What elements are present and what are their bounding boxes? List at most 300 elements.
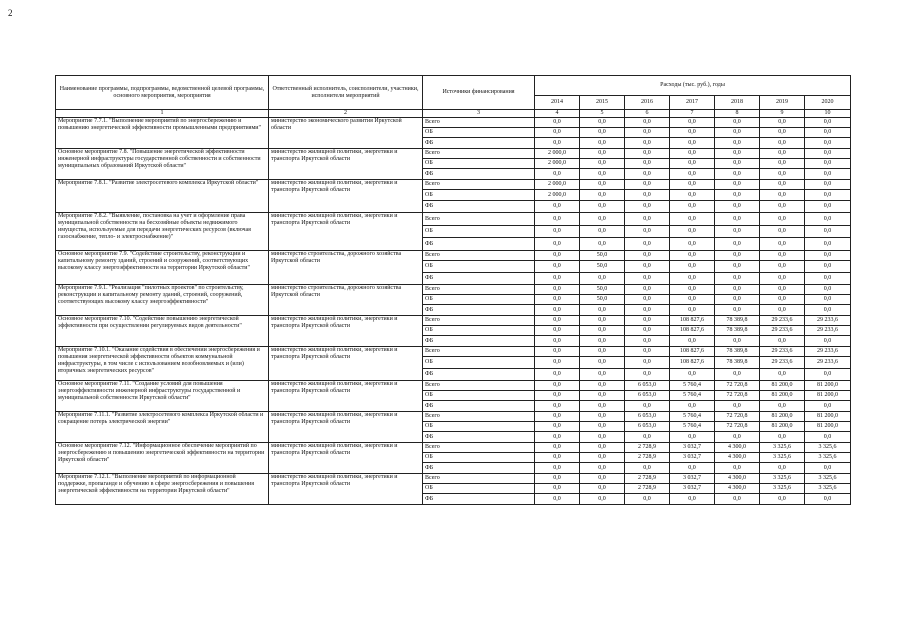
amount-cell: 50,0 — [580, 285, 625, 295]
amount-cell: 81 200,0 — [760, 391, 805, 401]
amount-cell: 0,0 — [535, 474, 580, 484]
amount-cell: 0,0 — [760, 180, 805, 190]
year-header: 2018 — [715, 96, 760, 110]
amount-cell: 0,0 — [625, 169, 670, 180]
amount-cell: 0,0 — [805, 149, 851, 159]
amount-cell: 81 200,0 — [805, 381, 851, 391]
column-number: 4 — [535, 110, 580, 118]
executor-cell: министерство жилищной политики, энергетики и транспорта Иркутской области — [269, 213, 423, 251]
program-name-cell: Мероприятие 7.9.1. "Реализация "пилотных проектов" по строительству, реконструкции и капитальному ремонту зданий, строений, сооружений, соответствующих высокому классу энергоэффективности" — [56, 285, 269, 316]
amount-cell: 0,0 — [580, 316, 625, 326]
program-name-cell: Мероприятие 7.7.1. "Выполнение мероприятий по энергосбережению и повышению энергетической эффективности промышленными предприятиями" — [56, 118, 269, 149]
amount-cell: 0,0 — [760, 190, 805, 201]
amount-cell: 0,0 — [760, 238, 805, 251]
header-name-cell: Наименование программы, подпрограммы, ведомственной целевой программы, основного мероприятия, мероприятия — [56, 76, 269, 110]
amount-cell: 0,0 — [625, 326, 670, 336]
program-name-cell: Мероприятие 7.12.1. "Выполнение мероприятий по информационной поддержке, пропаганде и обучению в сфере энергосбережения и повышения энергетической эффективности на территории Иркутской области" — [56, 474, 269, 505]
amount-cell: 0,0 — [670, 128, 715, 138]
source-cell: ФБ — [423, 401, 535, 412]
amount-cell: 0,0 — [625, 149, 670, 159]
amount-cell: 0,0 — [670, 305, 715, 316]
amount-cell: 0,0 — [715, 261, 760, 273]
amount-cell: 0,0 — [670, 190, 715, 201]
amount-cell: 0,0 — [535, 261, 580, 273]
column-number: 7 — [670, 110, 715, 118]
source-cell: ОБ — [423, 159, 535, 169]
amount-cell: 0,0 — [625, 285, 670, 295]
source-cell: Всего — [423, 118, 535, 128]
source-cell: ОБ — [423, 391, 535, 401]
amount-cell: 0,0 — [625, 369, 670, 381]
amount-cell: 0,0 — [580, 369, 625, 381]
amount-cell: 0,0 — [580, 474, 625, 484]
amount-cell: 0,0 — [805, 432, 851, 443]
amount-cell: 3 325,6 — [760, 474, 805, 484]
column-number: 9 — [760, 110, 805, 118]
source-cell: Всего — [423, 443, 535, 453]
amount-cell: 4 300,0 — [715, 484, 760, 494]
executor-cell: министерство жилищной политики, энергетики и транспорта Иркутской области — [269, 347, 423, 381]
amount-cell: 4 300,0 — [715, 443, 760, 453]
amount-cell: 0,0 — [580, 336, 625, 347]
amount-cell: 81 200,0 — [760, 381, 805, 391]
table-body — [56, 76, 851, 505]
source-cell: ФБ — [423, 138, 535, 149]
amount-cell: 0,0 — [715, 369, 760, 381]
table-row — [56, 412, 851, 422]
amount-cell: 0,0 — [805, 463, 851, 474]
table-row — [56, 251, 851, 261]
amount-cell: 0,0 — [625, 401, 670, 412]
amount-cell: 0,0 — [760, 149, 805, 159]
amount-cell: 0,0 — [535, 138, 580, 149]
amount-cell: 108 827,6 — [670, 347, 715, 357]
source-cell: ОБ — [423, 484, 535, 494]
amount-cell: 0,0 — [580, 128, 625, 138]
amount-cell: 2 000,0 — [535, 149, 580, 159]
amount-cell: 0,0 — [715, 432, 760, 443]
amount-cell: 0,0 — [625, 180, 670, 190]
amount-cell: 0,0 — [760, 305, 805, 316]
amount-cell: 0,0 — [625, 463, 670, 474]
amount-cell: 0,0 — [715, 251, 760, 261]
amount-cell: 0,0 — [535, 401, 580, 412]
amount-cell: 3 032,7 — [670, 453, 715, 463]
amount-cell: 6 053,0 — [625, 381, 670, 391]
amount-cell: 4 300,0 — [715, 453, 760, 463]
amount-cell: 0,0 — [670, 118, 715, 128]
amount-cell: 0,0 — [535, 118, 580, 128]
amount-cell: 2 728,9 — [625, 474, 670, 484]
source-cell: ФБ — [423, 238, 535, 251]
table-row — [56, 118, 851, 128]
amount-cell: 0,0 — [715, 336, 760, 347]
amount-cell: 0,0 — [670, 159, 715, 169]
source-cell: Всего — [423, 285, 535, 295]
executor-cell: министерство жилищной политики, энергетики и транспорта Иркутской области — [269, 412, 423, 443]
amount-cell: 29 233,6 — [760, 326, 805, 336]
amount-cell: 0,0 — [535, 169, 580, 180]
amount-cell: 72 720,8 — [715, 391, 760, 401]
amount-cell: 0,0 — [625, 305, 670, 316]
amount-cell: 0,0 — [805, 169, 851, 180]
amount-cell: 0,0 — [580, 484, 625, 494]
amount-cell: 0,0 — [625, 494, 670, 505]
amount-cell: 108 827,6 — [670, 326, 715, 336]
amount-cell: 0,0 — [805, 285, 851, 295]
program-name-cell: Основное мероприятие 7.8. "Повышение энергетической эффективности инженерной инфраструктуры государственной собственности и собственности муниципальных образований Иркутской области" — [56, 149, 269, 180]
amount-cell: 78 389,8 — [715, 347, 760, 357]
amount-cell: 0,0 — [580, 381, 625, 391]
amount-cell: 0,0 — [760, 273, 805, 285]
amount-cell: 0,0 — [580, 159, 625, 169]
amount-cell: 50,0 — [580, 251, 625, 261]
amount-cell: 0,0 — [670, 261, 715, 273]
amount-cell: 0,0 — [715, 285, 760, 295]
amount-cell: 0,0 — [670, 238, 715, 251]
source-cell: Всего — [423, 213, 535, 226]
amount-cell: 0,0 — [670, 169, 715, 180]
source-cell: Всего — [423, 149, 535, 159]
amount-cell: 0,0 — [625, 226, 670, 238]
program-name-cell: Мероприятие 7.10.1. "Оказание содействия в обеспечении энергосбережения и повышения энергетической эффективности объектов коммунальной инфраструктуры, в том числе с использованием возобновляемых и (или) вторичных энергетических ресурсов" — [56, 347, 269, 381]
column-number: 2 — [269, 110, 423, 118]
amount-cell: 6 053,0 — [625, 391, 670, 401]
column-number: 8 — [715, 110, 760, 118]
amount-cell: 2 728,9 — [625, 484, 670, 494]
amount-cell: 0,0 — [715, 401, 760, 412]
amount-cell: 78 389,8 — [715, 357, 760, 369]
amount-cell: 0,0 — [625, 261, 670, 273]
amount-cell: 0,0 — [715, 169, 760, 180]
amount-cell: 108 827,6 — [670, 357, 715, 369]
amount-cell: 108 827,6 — [670, 316, 715, 326]
amount-cell: 0,0 — [715, 201, 760, 213]
amount-cell: 0,0 — [535, 453, 580, 463]
amount-cell: 0,0 — [625, 347, 670, 357]
table-row — [56, 316, 851, 326]
amount-cell: 0,0 — [580, 180, 625, 190]
table-row — [56, 285, 851, 295]
amount-cell: 81 200,0 — [805, 391, 851, 401]
amount-cell: 3 032,7 — [670, 474, 715, 484]
source-cell: ОБ — [423, 128, 535, 138]
amount-cell: 2 728,9 — [625, 453, 670, 463]
amount-cell: 3 325,6 — [805, 453, 851, 463]
amount-cell: 0,0 — [805, 305, 851, 316]
source-cell: ОБ — [423, 422, 535, 432]
amount-cell: 0,0 — [760, 463, 805, 474]
amount-cell: 29 233,6 — [760, 357, 805, 369]
amount-cell: 0,0 — [715, 305, 760, 316]
amount-cell: 0,0 — [670, 295, 715, 305]
amount-cell: 5 760,4 — [670, 412, 715, 422]
amount-cell: 6 053,0 — [625, 422, 670, 432]
amount-cell: 0,0 — [670, 138, 715, 149]
executor-cell: министерство жилищной политики, энергетики и транспорта Иркутской области — [269, 443, 423, 474]
amount-cell: 0,0 — [805, 494, 851, 505]
amount-cell: 0,0 — [580, 201, 625, 213]
program-name-cell: Мероприятие 7.8.2. "Выявление, постановка на учет и оформление права муниципальной собственности на бесхозяйные объекты недвижимого имущества, используемые для передачи энергетических ресурсов (включая газоснабжение, тепло- и электроснабжение)" — [56, 213, 269, 251]
amount-cell: 0,0 — [625, 128, 670, 138]
amount-cell: 0,0 — [670, 213, 715, 226]
amount-cell: 0,0 — [580, 305, 625, 316]
amount-cell: 0,0 — [805, 336, 851, 347]
amount-cell: 0,0 — [670, 401, 715, 412]
source-cell: ФБ — [423, 336, 535, 347]
amount-cell: 0,0 — [535, 412, 580, 422]
amount-cell: 0,0 — [580, 357, 625, 369]
amount-cell: 0,0 — [625, 138, 670, 149]
source-cell: ОБ — [423, 295, 535, 305]
amount-cell: 0,0 — [580, 226, 625, 238]
amount-cell: 0,0 — [580, 213, 625, 226]
source-cell: Всего — [423, 316, 535, 326]
amount-cell: 0,0 — [625, 159, 670, 169]
amount-cell: 0,0 — [805, 201, 851, 213]
amount-cell: 3 032,7 — [670, 484, 715, 494]
source-cell: Всего — [423, 474, 535, 484]
program-name-cell: Основное мероприятие 7.12. "Информационное обеспечение мероприятий по энергосбережению и повышению энергетической эффективности на территории Иркутской области" — [56, 443, 269, 474]
amount-cell: 0,0 — [625, 273, 670, 285]
amount-cell: 0,0 — [535, 226, 580, 238]
amount-cell: 5 760,4 — [670, 391, 715, 401]
table-row — [56, 180, 851, 190]
amount-cell: 0,0 — [580, 149, 625, 159]
column-number: 6 — [625, 110, 670, 118]
amount-cell: 0,0 — [715, 128, 760, 138]
source-cell: Всего — [423, 412, 535, 422]
amount-cell: 0,0 — [760, 138, 805, 149]
amount-cell: 0,0 — [715, 273, 760, 285]
amount-cell: 0,0 — [580, 443, 625, 453]
amount-cell: 0,0 — [760, 213, 805, 226]
page-number: 2 — [8, 8, 13, 18]
column-number: 5 — [580, 110, 625, 118]
amount-cell: 0,0 — [805, 138, 851, 149]
source-cell: ФБ — [423, 273, 535, 285]
amount-cell: 0,0 — [580, 422, 625, 432]
amount-cell: 29 233,6 — [805, 347, 851, 357]
amount-cell: 29 233,6 — [805, 316, 851, 326]
year-header: 2014 — [535, 96, 580, 110]
table-row — [56, 213, 851, 226]
amount-cell: 0,0 — [625, 213, 670, 226]
source-cell: ФБ — [423, 369, 535, 381]
amount-cell: 0,0 — [580, 453, 625, 463]
year-header: 2017 — [670, 96, 715, 110]
amount-cell: 72 720,8 — [715, 381, 760, 391]
amount-cell: 0,0 — [535, 463, 580, 474]
amount-cell: 50,0 — [580, 261, 625, 273]
amount-cell: 0,0 — [805, 273, 851, 285]
amount-cell: 3 325,6 — [805, 484, 851, 494]
amount-cell: 0,0 — [715, 213, 760, 226]
source-cell: ОБ — [423, 357, 535, 369]
amount-cell: 29 233,6 — [760, 347, 805, 357]
amount-cell: 0,0 — [715, 159, 760, 169]
amount-cell: 0,0 — [805, 295, 851, 305]
amount-cell: 0,0 — [760, 201, 805, 213]
executor-cell: министерство жилищной политики, энергетики и транспорта Иркутской области — [269, 180, 423, 213]
amount-cell: 72 720,8 — [715, 412, 760, 422]
amount-cell: 0,0 — [805, 190, 851, 201]
budget-table — [55, 75, 851, 505]
table-row — [56, 443, 851, 453]
amount-cell: 3 325,6 — [805, 474, 851, 484]
program-name-cell: Основное мероприятие 7.11. "Создание условий для повышения энергоэффективности инженерной инфраструктуры государственной и муниципальной собственности Иркутской области" — [56, 381, 269, 412]
year-header: 2015 — [580, 96, 625, 110]
amount-cell: 0,0 — [535, 273, 580, 285]
amount-cell: 2 000,0 — [535, 190, 580, 201]
amount-cell: 0,0 — [805, 118, 851, 128]
amount-cell: 0,0 — [760, 494, 805, 505]
header-executor-cell: Ответственный исполнитель, соисполнители, участники, исполнители мероприятий — [269, 76, 423, 110]
amount-cell: 0,0 — [535, 251, 580, 261]
amount-cell: 78 389,8 — [715, 316, 760, 326]
amount-cell: 0,0 — [760, 251, 805, 261]
amount-cell: 0,0 — [760, 118, 805, 128]
amount-cell: 2 000,0 — [535, 180, 580, 190]
source-cell: ФБ — [423, 201, 535, 213]
amount-cell: 0,0 — [535, 357, 580, 369]
source-cell: ОБ — [423, 226, 535, 238]
source-cell: ФБ — [423, 169, 535, 180]
amount-cell: 0,0 — [625, 190, 670, 201]
amount-cell: 0,0 — [715, 295, 760, 305]
column-number: 10 — [805, 110, 851, 118]
amount-cell: 0,0 — [580, 391, 625, 401]
amount-cell: 0,0 — [580, 190, 625, 201]
column-number: 3 — [423, 110, 535, 118]
amount-cell: 0,0 — [670, 369, 715, 381]
table-row — [56, 381, 851, 391]
amount-cell: 3 325,6 — [760, 453, 805, 463]
amount-cell: 29 233,6 — [760, 316, 805, 326]
executor-cell: министерство жилищной политики, энергетики и транспорта Иркутской области — [269, 316, 423, 347]
table-row — [56, 149, 851, 159]
amount-cell: 81 200,0 — [805, 412, 851, 422]
amount-cell: 78 389,8 — [715, 326, 760, 336]
amount-cell: 81 200,0 — [760, 412, 805, 422]
amount-cell: 0,0 — [805, 213, 851, 226]
amount-cell: 0,0 — [670, 285, 715, 295]
amount-cell: 0,0 — [535, 422, 580, 432]
amount-cell: 0,0 — [670, 273, 715, 285]
amount-cell: 0,0 — [715, 463, 760, 474]
amount-cell: 72 720,8 — [715, 422, 760, 432]
amount-cell: 0,0 — [580, 432, 625, 443]
year-header: 2020 — [805, 96, 851, 110]
header-expenses-cell: Расходы (тыс. руб.), годы — [535, 76, 851, 96]
table-row — [56, 474, 851, 484]
amount-cell: 0,0 — [625, 118, 670, 128]
executor-cell: министерство жилищной политики, энергетики и транспорта Иркутской области — [269, 149, 423, 180]
amount-cell: 0,0 — [760, 261, 805, 273]
amount-cell: 0,0 — [715, 494, 760, 505]
amount-cell: 0,0 — [580, 238, 625, 251]
amount-cell: 0,0 — [535, 391, 580, 401]
amount-cell: 0,0 — [805, 369, 851, 381]
amount-cell: 0,0 — [535, 316, 580, 326]
source-cell: ОБ — [423, 326, 535, 336]
amount-cell: 0,0 — [760, 169, 805, 180]
source-cell: ОБ — [423, 190, 535, 201]
amount-cell: 0,0 — [580, 118, 625, 128]
amount-cell: 0,0 — [580, 494, 625, 505]
amount-cell: 0,0 — [760, 369, 805, 381]
program-name-cell: Мероприятие 7.8.1. "Развитие электросетевого комплекса Иркутской области" — [56, 180, 269, 213]
amount-cell: 0,0 — [805, 251, 851, 261]
year-header: 2016 — [625, 96, 670, 110]
amount-cell: 0,0 — [625, 432, 670, 443]
amount-cell: 3 325,6 — [760, 443, 805, 453]
amount-cell: 0,0 — [760, 159, 805, 169]
amount-cell: 0,0 — [805, 401, 851, 412]
amount-cell: 0,0 — [625, 357, 670, 369]
amount-cell: 0,0 — [715, 149, 760, 159]
amount-cell: 0,0 — [670, 336, 715, 347]
amount-cell: 0,0 — [535, 494, 580, 505]
amount-cell: 0,0 — [580, 463, 625, 474]
amount-cell: 5 760,4 — [670, 422, 715, 432]
year-header: 2019 — [760, 96, 805, 110]
header-row — [56, 76, 851, 96]
source-cell: ОБ — [423, 261, 535, 273]
amount-cell: 0,0 — [535, 213, 580, 226]
executor-cell: министерство жилищной политики, энергетики и транспорта Иркутской области — [269, 381, 423, 412]
source-cell: ФБ — [423, 432, 535, 443]
amount-cell: 81 200,0 — [805, 422, 851, 432]
amount-cell: 0,0 — [535, 326, 580, 336]
amount-cell: 50,0 — [580, 295, 625, 305]
amount-cell: 0,0 — [670, 432, 715, 443]
amount-cell: 0,0 — [625, 238, 670, 251]
amount-cell: 0,0 — [805, 226, 851, 238]
executor-cell: министерство жилищной политики, энергетики и транспорта Иркутской области — [269, 474, 423, 505]
amount-cell: 0,0 — [715, 138, 760, 149]
amount-cell: 0,0 — [580, 412, 625, 422]
amount-cell: 0,0 — [535, 201, 580, 213]
executor-cell: министерство строительства, дорожного хозяйства Иркутской области — [269, 251, 423, 285]
amount-cell: 3 032,7 — [670, 443, 715, 453]
amount-cell: 2 728,9 — [625, 443, 670, 453]
amount-cell: 3 325,6 — [805, 443, 851, 453]
source-cell: Всего — [423, 347, 535, 357]
source-cell: ФБ — [423, 305, 535, 316]
amount-cell: 0,0 — [760, 128, 805, 138]
amount-cell: 0,0 — [580, 401, 625, 412]
amount-cell: 0,0 — [670, 201, 715, 213]
amount-cell: 0,0 — [805, 180, 851, 190]
amount-cell: 0,0 — [760, 226, 805, 238]
amount-cell: 0,0 — [535, 443, 580, 453]
source-cell: ФБ — [423, 463, 535, 474]
amount-cell: 0,0 — [580, 169, 625, 180]
executor-cell: министерство строительства, дорожного хозяйства Иркутской области — [269, 285, 423, 316]
amount-cell: 29 233,6 — [805, 326, 851, 336]
source-cell: ФБ — [423, 494, 535, 505]
amount-cell: 0,0 — [670, 494, 715, 505]
amount-cell: 0,0 — [625, 336, 670, 347]
amount-cell: 0,0 — [805, 261, 851, 273]
column-number: 1 — [56, 110, 269, 118]
amount-cell: 0,0 — [580, 347, 625, 357]
amount-cell: 81 200,0 — [760, 422, 805, 432]
program-name-cell: Мероприятие 7.11.1. "Развитие электросетевого комплекса Иркутской области и сокращение потерь электрической энергии" — [56, 412, 269, 443]
amount-cell: 0,0 — [535, 128, 580, 138]
amount-cell: 0,0 — [760, 295, 805, 305]
